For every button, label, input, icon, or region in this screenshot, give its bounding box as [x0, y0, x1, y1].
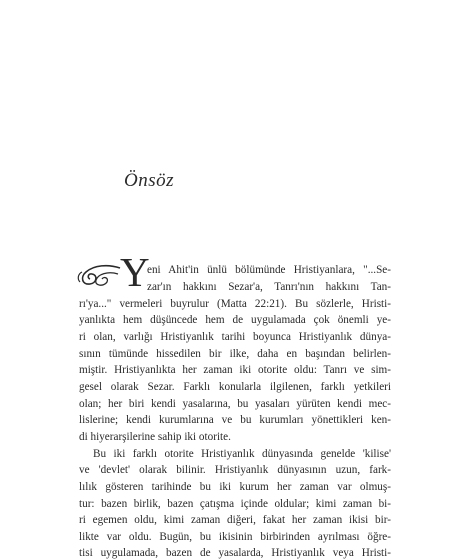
- ornament-flourish-icon: [74, 262, 122, 288]
- text-line: ri egemen oldu, kimi zaman diğeri, fakat her zaman ikisi bir-: [79, 514, 391, 526]
- text-line: sının tümünde hissedilen bir ilke, daha en başından belirlen-: [79, 348, 391, 360]
- page-heading: Önsöz: [124, 170, 175, 191]
- text-line: tur: bazen birlik, bazen çatışma içinde oldular; kimi zaman bi-: [79, 498, 391, 510]
- text-line: miştir. Hristiyanlıkta her zaman iki otorite oldu: Tanrı ve sim-: [79, 364, 391, 376]
- text-line: lılık gösteren tarihinde bu iki kurum her zaman var olmuş-: [79, 481, 391, 493]
- text-line: zar'ın hakkını Sezar'a, Tanrı'nın hakkını Tan-: [147, 281, 391, 293]
- text-line: tisi uygulamada, bazen de yasalarda, Hristiyanlık veya Hristi-: [79, 547, 391, 559]
- text-line: yanlıkta hem düşüncede hem de uygulamada çok önemli ye-: [79, 314, 391, 326]
- text-line: gesel olarak Sezar. Farklı konularla ilgilenen, farklı yetkileri: [79, 381, 391, 393]
- text-line: eni Ahit'in ünlü bölümünde Hristiyanlara, "...Se-: [147, 264, 391, 276]
- text-line: ri olan, varlığı Hristiyanlık tarihi boyunca Hristiyanlık dünya-: [79, 331, 391, 343]
- text-line: likte var oldu. Bugün, bu ikisinin birbirinden ayrılması öğre-: [79, 531, 391, 543]
- text-line: Bu iki farklı otorite Hristiyanlık dünyasında genelde 'kilise': [93, 448, 391, 460]
- text-line: ve 'devlet' olarak bilinir. Hristiyanlık dünyasının uzun, fark-: [79, 464, 391, 476]
- text-line: olan; her biri kendi yasalarına, bu yasaları yürüten kendi mec-: [79, 398, 391, 410]
- text-line: lislerine; kendi kurumlarına ve bu kurumları yönettikleri ken-: [79, 414, 391, 426]
- text-line: di hiyerarşilerine sahip iki otorite.: [79, 431, 231, 443]
- drop-cap: Y: [120, 249, 150, 295]
- text-line: rı'ya..." vermeleri buyrulur (Matta 22:21). Bu sözlerle, Hristi-: [79, 298, 391, 310]
